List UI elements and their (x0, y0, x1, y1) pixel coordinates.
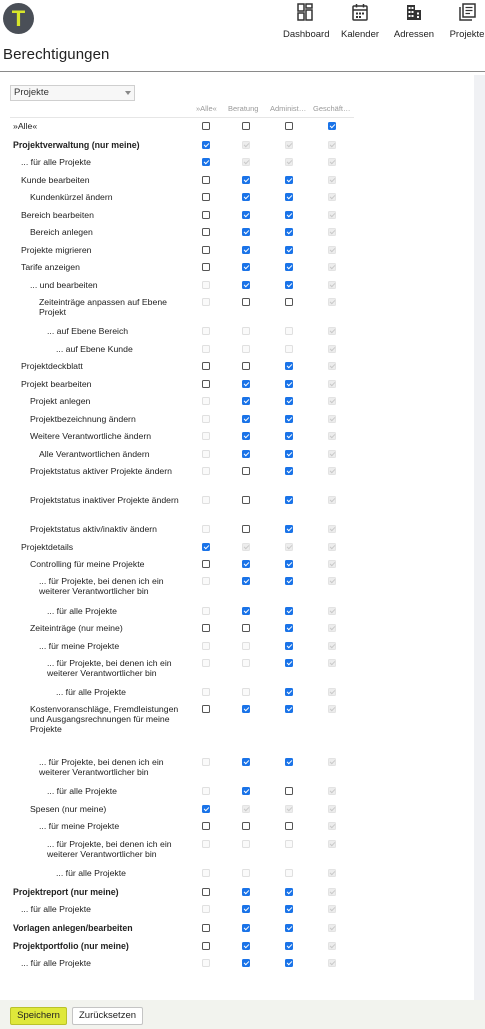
permission-checkbox (202, 642, 210, 650)
permission-checkbox (202, 281, 210, 289)
permission-checkbox (242, 642, 250, 650)
permission-checkbox (328, 888, 336, 896)
permission-checkbox[interactable] (285, 577, 293, 585)
permission-checkbox[interactable] (242, 193, 250, 201)
permission-checkbox (328, 228, 336, 236)
permission-checkbox[interactable] (242, 705, 250, 713)
permission-checkbox[interactable] (285, 688, 293, 696)
permission-checkbox (328, 380, 336, 388)
permission-checkbox (328, 141, 336, 149)
permission-checkbox[interactable] (202, 805, 210, 813)
permission-checkbox (202, 905, 210, 913)
permission-checkbox[interactable] (285, 193, 293, 201)
permission-checkbox[interactable] (285, 263, 293, 271)
permission-checkbox (202, 432, 210, 440)
permission-checkbox[interactable] (242, 397, 250, 405)
permission-checkbox (328, 362, 336, 370)
permission-checkbox[interactable] (202, 228, 210, 236)
permission-label: Projektreport (nur meine) (13, 887, 119, 897)
permission-checkbox[interactable] (285, 905, 293, 913)
permission-checkbox[interactable] (242, 525, 250, 533)
permission-checkbox[interactable] (202, 158, 210, 166)
permission-checkbox[interactable] (242, 905, 250, 913)
permission-checkbox[interactable] (202, 193, 210, 201)
permission-checkbox (328, 193, 336, 201)
permission-checkbox (242, 141, 250, 149)
permission-checkbox (328, 659, 336, 667)
permission-checkbox[interactable] (285, 432, 293, 440)
permission-checkbox[interactable] (242, 888, 250, 896)
permission-checkbox (202, 659, 210, 667)
permission-label: Projekt bearbeiten (21, 379, 92, 389)
column-header-alle: »Alle« (196, 104, 217, 113)
permission-checkbox[interactable] (242, 415, 250, 423)
permission-label: ... für alle Projekte (21, 904, 92, 914)
permission-checkbox (202, 607, 210, 615)
permission-checkbox[interactable] (242, 246, 250, 254)
logo-letter: T (11, 6, 26, 31)
permission-checkbox[interactable] (242, 362, 250, 370)
permission-checkbox (202, 758, 210, 766)
permission-checkbox (242, 840, 250, 848)
permission-checkbox[interactable] (285, 607, 293, 615)
permission-checkbox[interactable] (285, 281, 293, 289)
permission-checkbox (328, 525, 336, 533)
app-logo[interactable] (3, 3, 34, 34)
permission-checkbox[interactable] (242, 467, 250, 475)
permission-label: ... für meine Projekte (39, 821, 120, 831)
permission-label: ... für meine Projekte (39, 641, 120, 651)
permission-checkbox (328, 840, 336, 848)
permission-checkbox (285, 869, 293, 877)
reset-button[interactable]: Zurücksetzen (72, 1007, 143, 1025)
permission-checkbox (328, 642, 336, 650)
permission-checkbox[interactable] (285, 176, 293, 184)
nav-dashboard[interactable] (283, 3, 330, 40)
permission-checkbox[interactable] (242, 450, 250, 458)
permission-label: Weitere Verantwortliche ändern (30, 431, 152, 441)
nav-kalender[interactable] (340, 3, 380, 40)
permission-checkbox[interactable] (285, 380, 293, 388)
permission-label: Projektbezeichnung ändern (30, 414, 136, 424)
permission-checkbox[interactable] (285, 496, 293, 504)
nav-adressen[interactable] (393, 3, 435, 40)
permission-checkbox[interactable] (242, 228, 250, 236)
permission-checkbox (328, 624, 336, 632)
permission-label: Projekte migrieren (21, 245, 92, 255)
permission-checkbox[interactable] (202, 176, 210, 184)
permission-checkbox[interactable] (242, 560, 250, 568)
permission-checkbox (328, 560, 336, 568)
permission-checkbox[interactable] (285, 659, 293, 667)
permission-checkbox[interactable] (285, 959, 293, 967)
permission-checkbox[interactable] (202, 380, 210, 388)
permission-checkbox[interactable] (328, 122, 336, 130)
permission-checkbox[interactable] (285, 642, 293, 650)
permission-checkbox[interactable] (202, 942, 210, 950)
permission-checkbox (202, 415, 210, 423)
permission-checkbox (242, 688, 250, 696)
permission-checkbox (328, 467, 336, 475)
permission-checkbox (328, 959, 336, 967)
permission-checkbox (242, 327, 250, 335)
permission-checkbox (328, 327, 336, 335)
select-value: Projekte (14, 87, 49, 98)
permission-checkbox[interactable] (242, 624, 250, 632)
permission-label: Spesen (nur meine) (30, 804, 107, 814)
permission-checkbox (328, 176, 336, 184)
permission-label: Zeiteinträge anpassen auf Ebene Projekt (39, 297, 167, 317)
permission-label: Vorlagen anlegen/bearbeiten (13, 923, 133, 933)
permission-checkbox (328, 869, 336, 877)
page-title: Berechtigungen (3, 46, 110, 63)
permission-label: Projektverwaltung (nur meine) (13, 140, 140, 150)
permission-checkbox (242, 869, 250, 877)
column-header-geschaeftsleitung: Geschäft… (313, 104, 351, 113)
permission-checkbox[interactable] (242, 758, 250, 766)
permission-checkbox (242, 158, 250, 166)
permission-checkbox[interactable] (242, 577, 250, 585)
permission-label: ... für alle Projekte (56, 687, 127, 697)
buildings-icon (404, 3, 424, 21)
permission-checkbox[interactable] (242, 176, 250, 184)
permission-checkbox[interactable] (285, 822, 293, 830)
permission-checkbox (328, 298, 336, 306)
permission-checkbox[interactable] (202, 705, 210, 713)
permission-label: Alle Verantwortlichen ändern (39, 449, 150, 459)
nav-label: Adressen (393, 29, 435, 40)
permission-label: ... für Projekte, bei denen ich ein weiterer Verantwortlicher bin (39, 576, 164, 596)
permission-checkbox[interactable] (242, 380, 250, 388)
permission-checkbox (328, 787, 336, 795)
permission-checkbox[interactable] (285, 758, 293, 766)
permission-checkbox (285, 805, 293, 813)
permission-checkbox[interactable] (202, 362, 210, 370)
permission-checkbox[interactable] (285, 560, 293, 568)
permission-checkbox (242, 543, 250, 551)
permission-label: ... auf Ebene Bereich (47, 326, 129, 336)
permission-checkbox (202, 525, 210, 533)
permission-checkbox (328, 415, 336, 423)
permission-checkbox (285, 543, 293, 551)
permission-label: ... und bearbeiten (30, 280, 98, 290)
permission-checkbox[interactable] (202, 560, 210, 568)
permission-checkbox (285, 327, 293, 335)
permission-label: Projektstatus aktiv/inaktiv ändern (30, 524, 157, 534)
permission-checkbox (328, 805, 336, 813)
permission-checkbox (328, 345, 336, 353)
permission-checkbox (328, 905, 336, 913)
permission-checkbox[interactable] (285, 624, 293, 632)
permission-checkbox[interactable] (202, 141, 210, 149)
permission-checkbox (202, 450, 210, 458)
documents-icon (457, 3, 477, 21)
permission-checkbox[interactable] (202, 122, 210, 130)
dashboard-grid-icon (295, 3, 315, 21)
permission-checkbox (202, 688, 210, 696)
permission-checkbox[interactable] (285, 924, 293, 932)
permission-label: ... für alle Projekte (47, 786, 118, 796)
permission-checkbox[interactable] (285, 397, 293, 405)
nav-label: Dashboard (283, 29, 330, 40)
permission-checkbox (202, 840, 210, 848)
header-divider (10, 117, 354, 118)
permission-label: Projektportfolio (nur meine) (13, 941, 129, 951)
permission-checkbox[interactable] (202, 924, 210, 932)
permission-checkbox (202, 959, 210, 967)
save-button[interactable]: Speichern (10, 1007, 67, 1025)
permission-checkbox (328, 263, 336, 271)
permission-checkbox (328, 496, 336, 504)
permission-checkbox[interactable] (242, 211, 250, 219)
permission-checkbox[interactable] (242, 607, 250, 615)
permission-checkbox (285, 840, 293, 848)
permission-checkbox[interactable] (242, 298, 250, 306)
permission-checkbox[interactable] (242, 432, 250, 440)
top-bar (0, 0, 485, 40)
permission-checkbox (328, 924, 336, 932)
permission-checkbox[interactable] (285, 228, 293, 236)
permission-checkbox (328, 688, 336, 696)
permission-checkbox (328, 246, 336, 254)
permission-checkbox (242, 659, 250, 667)
permission-checkbox (202, 467, 210, 475)
permission-label: Bereich anlegen (30, 227, 93, 237)
permission-checkbox[interactable] (202, 263, 210, 271)
permission-label: Kundenkürzel ändern (30, 192, 113, 202)
permission-checkbox (328, 577, 336, 585)
permission-checkbox (285, 141, 293, 149)
category-select[interactable] (10, 85, 135, 101)
permission-label: ... für alle Projekte (47, 606, 118, 616)
permission-checkbox (202, 787, 210, 795)
permission-checkbox (328, 281, 336, 289)
permission-label: Kostenvoranschläge, Fremdleistungen und Ausgangsrechnungen für meine Projekte (30, 704, 179, 734)
column-header-administration: Administ… (270, 104, 307, 113)
permission-label: Projekt anlegen (30, 396, 91, 406)
permission-label: ... auf Ebene Kunde (56, 344, 133, 354)
permission-checkbox[interactable] (242, 822, 250, 830)
permission-checkbox[interactable] (285, 211, 293, 219)
permission-label: Zeiteinträge (nur meine) (30, 623, 123, 633)
permission-checkbox[interactable] (285, 942, 293, 950)
permission-checkbox (328, 607, 336, 615)
nav-projekte[interactable] (449, 3, 485, 40)
permission-checkbox[interactable] (285, 705, 293, 713)
permission-label: Projektstatus aktiver Projekte ändern (30, 466, 172, 476)
permission-checkbox[interactable] (242, 924, 250, 932)
permission-checkbox (242, 805, 250, 813)
permission-checkbox[interactable] (285, 450, 293, 458)
permission-label: Kunde bearbeiten (21, 175, 90, 185)
nav-label: Kalender (340, 29, 380, 40)
permission-checkbox[interactable] (242, 942, 250, 950)
permission-label: ... für alle Projekte (56, 868, 127, 878)
permission-checkbox[interactable] (285, 246, 293, 254)
permission-checkbox (202, 496, 210, 504)
permission-checkbox[interactable] (285, 525, 293, 533)
permission-label: ... für alle Projekte (21, 157, 92, 167)
permission-checkbox (285, 345, 293, 353)
permission-checkbox[interactable] (202, 543, 210, 551)
permission-checkbox[interactable] (285, 362, 293, 370)
permission-checkbox[interactable] (242, 281, 250, 289)
permission-checkbox (328, 822, 336, 830)
permission-label: ... für Projekte, bei denen ich ein weiterer Verantwortlicher bin (47, 658, 172, 678)
permission-label: Projektdeckblatt (21, 361, 83, 371)
permission-checkbox (242, 345, 250, 353)
permission-checkbox (328, 942, 336, 950)
nav-label: Projekte (449, 29, 485, 40)
permission-checkbox[interactable] (285, 888, 293, 896)
permission-checkbox[interactable] (242, 122, 250, 130)
permission-checkbox (328, 758, 336, 766)
permission-checkbox[interactable] (242, 787, 250, 795)
permission-checkbox[interactable] (242, 263, 250, 271)
permission-checkbox (328, 158, 336, 166)
permission-label: »Alle« (13, 121, 38, 131)
permission-checkbox (328, 211, 336, 219)
permission-label: ... für Projekte, bei denen ich ein weiterer Verantwortlicher bin (39, 757, 164, 777)
permission-checkbox[interactable] (285, 122, 293, 130)
permission-checkbox[interactable] (242, 959, 250, 967)
permission-checkbox[interactable] (202, 211, 210, 219)
permission-label: Projektstatus inaktiver Projekte ändern (30, 495, 179, 505)
permission-checkbox[interactable] (202, 888, 210, 896)
permission-checkbox[interactable] (285, 467, 293, 475)
permission-checkbox[interactable] (285, 415, 293, 423)
permission-checkbox (328, 543, 336, 551)
permission-checkbox (202, 869, 210, 877)
title-divider (0, 71, 485, 72)
permission-label: ... für alle Projekte (21, 958, 92, 968)
permission-checkbox[interactable] (285, 787, 293, 795)
permission-label: Tarife anzeigen (21, 262, 80, 272)
permission-checkbox (202, 397, 210, 405)
permission-checkbox[interactable] (202, 624, 210, 632)
permission-checkbox (328, 432, 336, 440)
permission-checkbox (202, 327, 210, 335)
permission-checkbox[interactable] (202, 822, 210, 830)
permission-checkbox[interactable] (202, 246, 210, 254)
permission-checkbox[interactable] (285, 298, 293, 306)
permission-checkbox (285, 158, 293, 166)
chevron-down-icon (125, 91, 131, 95)
permission-checkbox (202, 345, 210, 353)
permission-label: ... für Projekte, bei denen ich ein weiterer Verantwortlicher bin (47, 839, 172, 859)
column-header-beratung: Beratung (228, 104, 259, 113)
permission-checkbox (202, 577, 210, 585)
permission-checkbox (328, 450, 336, 458)
permission-checkbox (328, 397, 336, 405)
permission-checkbox[interactable] (242, 496, 250, 504)
permission-label: Bereich bearbeiten (21, 210, 94, 220)
permission-checkbox (328, 705, 336, 713)
scrollbar-track[interactable] (474, 75, 485, 1000)
permission-label: Controlling für meine Projekte (30, 559, 145, 569)
calendar-icon (350, 3, 370, 21)
permission-label: Projektdetails (21, 542, 74, 552)
permission-checkbox (202, 298, 210, 306)
